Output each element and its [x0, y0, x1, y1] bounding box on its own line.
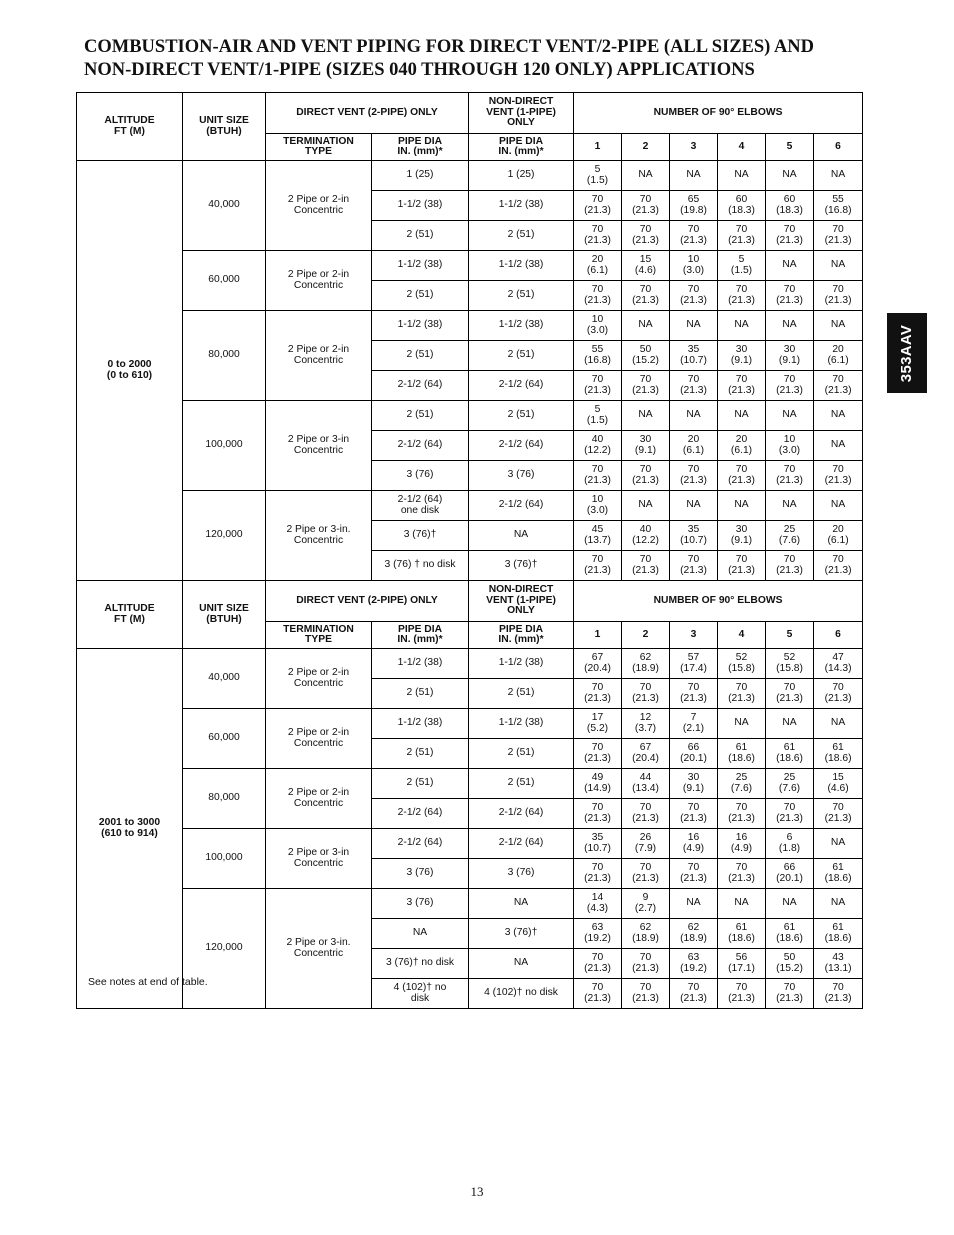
unit-size-cell: 40,000: [183, 161, 266, 251]
vent-length-cell: 20 (6.1): [574, 251, 622, 281]
vent-length-cell: 10 (3.0): [766, 431, 814, 461]
vent-length-cell: NA: [814, 311, 863, 341]
title-line-2: NON-DIRECT VENT/1-PIPE (SIZES 040 THROUGH 120 ONLY) APPLICATIONS: [84, 60, 755, 80]
vent-length-cell: 10 (3.0): [670, 251, 718, 281]
unit-size-cell: 120,000: [183, 889, 266, 1009]
vent-length-cell: 50 (15.2): [622, 341, 670, 371]
vent-length-cell: 70 (21.3): [814, 551, 863, 581]
table-row: [77, 311, 863, 341]
vent-length-cell: 70 (21.3): [670, 221, 718, 251]
vent-length-cell: 10 (3.0): [574, 311, 622, 341]
altitude-header: ALTITUDE FT (M): [77, 581, 183, 649]
vent-length-cell: 61 (18.6): [766, 739, 814, 769]
vent-length-cell: 70 (21.3): [622, 281, 670, 311]
side-tab-label: 353AAV: [898, 324, 916, 382]
vent-length-cell: 5 (1.5): [574, 161, 622, 191]
vent-length-cell: 70 (21.3): [814, 461, 863, 491]
vent-length-cell: 70 (21.3): [814, 979, 863, 1009]
vent-length-cell: 61 (18.6): [718, 919, 766, 949]
vent-length-cell: NA: [670, 311, 718, 341]
vent-length-cell: 70 (21.3): [670, 859, 718, 889]
pipe-dia-2pipe-cell: 3 (76)† no disk: [372, 949, 469, 979]
vent-length-cell: 70 (21.3): [718, 979, 766, 1009]
vent-length-cell: 70 (21.3): [574, 739, 622, 769]
pipe-dia-2pipe-cell: 1-1/2 (38): [372, 191, 469, 221]
termination-type-cell: 2 Pipe or 2-in Concentric: [266, 769, 372, 829]
vent-length-cell: 6 (1.8): [766, 829, 814, 859]
vent-length-cell: 61 (18.6): [814, 859, 863, 889]
vent-length-cell: 70 (21.3): [766, 281, 814, 311]
vent-length-cell: 35 (10.7): [670, 521, 718, 551]
vent-length-cell: 40 (12.2): [574, 431, 622, 461]
vent-length-cell: 26 (7.9): [622, 829, 670, 859]
pipe-dia-2pipe-cell: 4 (102)† no disk: [372, 979, 469, 1009]
vent-length-cell: NA: [718, 709, 766, 739]
elbow-count-5-header: 5: [766, 134, 814, 161]
vent-length-cell: 70 (21.3): [622, 979, 670, 1009]
vent-length-cell: 40 (12.2): [622, 521, 670, 551]
vent-length-cell: 70 (21.3): [718, 799, 766, 829]
vent-length-cell: 62 (18.9): [670, 919, 718, 949]
model-side-tab: [887, 313, 927, 393]
pipe-dia-1pipe-header: PIPE DIA IN. (mm)*: [469, 622, 574, 649]
vent-length-cell: NA: [622, 161, 670, 191]
elbow-count-4-header: 4: [718, 134, 766, 161]
vent-length-cell: NA: [718, 311, 766, 341]
termination-type-cell: 2 Pipe or 3-in. Concentric: [266, 889, 372, 1009]
vent-length-cell: 66 (20.1): [670, 739, 718, 769]
vent-length-cell: 15 (4.6): [814, 769, 863, 799]
pipe-dia-2pipe-cell: 3 (76): [372, 859, 469, 889]
vent-length-cell: NA: [766, 401, 814, 431]
vent-length-cell: 25 (7.6): [766, 769, 814, 799]
unit-size-cell: 100,000: [183, 401, 266, 491]
pipe-dia-1pipe-cell: 2-1/2 (64): [469, 491, 574, 521]
pipe-dia-header: PIPE DIA IN. (mm)*: [372, 134, 469, 161]
vent-length-cell: 70 (21.3): [574, 191, 622, 221]
table-row: [77, 829, 863, 859]
vent-length-cell: 61 (18.6): [814, 739, 863, 769]
elbow-count-1-header: 1: [574, 134, 622, 161]
vent-length-cell: NA: [766, 491, 814, 521]
pipe-dia-1pipe-cell: 2-1/2 (64): [469, 431, 574, 461]
vent-length-cell: 70 (21.3): [766, 799, 814, 829]
pipe-dia-2pipe-cell: 2-1/2 (64): [372, 431, 469, 461]
termination-type-cell: 2 Pipe or 2-in Concentric: [266, 709, 372, 769]
vent-length-cell: NA: [766, 161, 814, 191]
vent-length-cell: 62 (18.9): [622, 919, 670, 949]
pipe-dia-1pipe-cell: 1-1/2 (38): [469, 251, 574, 281]
unit-size-cell: 60,000: [183, 709, 266, 769]
table-row: [77, 649, 863, 679]
vent-length-cell: NA: [814, 431, 863, 461]
pipe-dia-1pipe-cell: 1-1/2 (38): [469, 191, 574, 221]
vent-length-cell: 70 (21.3): [718, 551, 766, 581]
vent-length-cell: 70 (21.3): [766, 371, 814, 401]
pipe-dia-1pipe-cell: 2 (51): [469, 341, 574, 371]
pipe-dia-2pipe-cell: 2 (51): [372, 679, 469, 709]
termination-type-header: TERMINATION TYPE: [266, 622, 372, 649]
vent-length-cell: 67 (20.4): [622, 739, 670, 769]
pipe-dia-2pipe-cell: 2 (51): [372, 739, 469, 769]
pipe-dia-2pipe-cell: 2 (51): [372, 281, 469, 311]
direct-vent-header: DIRECT VENT (2-PIPE) ONLY: [266, 93, 469, 134]
pipe-dia-2pipe-cell: 3 (76) † no disk: [372, 551, 469, 581]
title-line-1: COMBUSTION-AIR AND VENT PIPING FOR DIRECT VENT/2-PIPE (ALL SIZES) AND: [84, 37, 815, 57]
pipe-dia-1pipe-cell: 3 (76): [469, 859, 574, 889]
pipe-dia-2pipe-cell: 2 (51): [372, 221, 469, 251]
table-row: [77, 769, 863, 799]
pipe-dia-2pipe-cell: 3 (76): [372, 461, 469, 491]
vent-length-cell: 70 (21.3): [814, 679, 863, 709]
vent-piping-table: [76, 92, 863, 1009]
pipe-dia-1pipe-cell: 1 (25): [469, 161, 574, 191]
vent-length-cell: 70 (21.3): [670, 799, 718, 829]
vent-length-cell: 56 (17.1): [718, 949, 766, 979]
pipe-dia-1pipe-cell: 2 (51): [469, 281, 574, 311]
pipe-dia-1pipe-cell: 1-1/2 (38): [469, 311, 574, 341]
unit-size-cell: 100,000: [183, 829, 266, 889]
vent-length-cell: 14 (4.3): [574, 889, 622, 919]
vent-length-cell: 55 (16.8): [574, 341, 622, 371]
vent-length-cell: 67 (20.4): [574, 649, 622, 679]
vent-length-cell: 61 (18.6): [718, 739, 766, 769]
elbow-count-6-header: 6: [814, 622, 863, 649]
vent-length-cell: 70 (21.3): [766, 979, 814, 1009]
pipe-dia-2pipe-cell: 1-1/2 (38): [372, 311, 469, 341]
vent-length-cell: 70 (21.3): [718, 679, 766, 709]
pipe-dia-1pipe-cell: NA: [469, 949, 574, 979]
vent-length-cell: 63 (19.2): [574, 919, 622, 949]
termination-type-cell: 2 Pipe or 2-in Concentric: [266, 161, 372, 251]
vent-length-cell: 5 (1.5): [718, 251, 766, 281]
vent-length-cell: 9 (2.7): [622, 889, 670, 919]
pipe-dia-1pipe-cell: 2-1/2 (64): [469, 799, 574, 829]
vent-length-cell: NA: [766, 311, 814, 341]
pipe-dia-1pipe-cell: 3 (76)†: [469, 919, 574, 949]
vent-length-cell: 70 (21.3): [814, 281, 863, 311]
vent-length-cell: 62 (18.9): [622, 649, 670, 679]
vent-length-cell: 70 (21.3): [670, 371, 718, 401]
vent-length-cell: NA: [718, 889, 766, 919]
vent-length-cell: 70 (21.3): [574, 799, 622, 829]
vent-length-cell: 70 (21.3): [622, 799, 670, 829]
table-row: [77, 401, 863, 431]
pipe-dia-1pipe-cell: 4 (102)† no disk: [469, 979, 574, 1009]
vent-length-cell: 70 (21.3): [622, 371, 670, 401]
termination-type-cell: 2 Pipe or 2-in Concentric: [266, 311, 372, 401]
vent-length-cell: 20 (6.1): [670, 431, 718, 461]
vent-length-cell: 30 (9.1): [622, 431, 670, 461]
termination-type-cell: 2 Pipe or 2-in Concentric: [266, 251, 372, 311]
pipe-dia-2pipe-cell: 2 (51): [372, 769, 469, 799]
vent-length-cell: 70 (21.3): [670, 979, 718, 1009]
vent-length-cell: 70 (21.3): [766, 221, 814, 251]
pipe-dia-2pipe-cell: 2-1/2 (64) one disk: [372, 491, 469, 521]
vent-length-cell: 70 (21.3): [574, 281, 622, 311]
vent-length-cell: NA: [670, 889, 718, 919]
termination-type-cell: 2 Pipe or 3-in Concentric: [266, 829, 372, 889]
pipe-dia-2pipe-cell: 3 (76): [372, 889, 469, 919]
vent-length-cell: 70 (21.3): [622, 859, 670, 889]
table-row: [77, 161, 863, 191]
altitude-range-cell: 2001 to 3000 (610 to 914): [77, 649, 183, 1009]
pipe-dia-2pipe-cell: 3 (76)†: [372, 521, 469, 551]
vent-length-cell: 25 (7.6): [718, 769, 766, 799]
vent-length-cell: 52 (15.8): [766, 649, 814, 679]
vent-length-cell: 70 (21.3): [622, 461, 670, 491]
vent-length-cell: 30 (9.1): [718, 521, 766, 551]
pipe-dia-2pipe-cell: NA: [372, 919, 469, 949]
unit-size-cell: 120,000: [183, 491, 266, 581]
pipe-dia-1pipe-cell: 2 (51): [469, 401, 574, 431]
page-title: [84, 36, 884, 82]
pipe-dia-2pipe-cell: 2 (51): [372, 401, 469, 431]
vent-length-cell: 43 (13.1): [814, 949, 863, 979]
vent-length-cell: 70 (21.3): [574, 551, 622, 581]
pipe-dia-1pipe-cell: 2-1/2 (64): [469, 371, 574, 401]
vent-length-cell: 65 (19.8): [670, 191, 718, 221]
vent-length-cell: 61 (18.6): [814, 919, 863, 949]
pipe-dia-1pipe-cell: 3 (76)†: [469, 551, 574, 581]
vent-length-cell: 70 (21.3): [622, 949, 670, 979]
pipe-dia-1pipe-cell: 2 (51): [469, 221, 574, 251]
pipe-dia-1pipe-cell: NA: [469, 521, 574, 551]
pipe-dia-1pipe-cell: 1-1/2 (38): [469, 649, 574, 679]
vent-length-cell: 35 (10.7): [670, 341, 718, 371]
unit-size-cell: 80,000: [183, 769, 266, 829]
unit-size-header: UNIT SIZE (BTUH): [183, 93, 266, 161]
vent-length-cell: 5 (1.5): [574, 401, 622, 431]
termination-type-header: TERMINATION TYPE: [266, 134, 372, 161]
vent-length-cell: NA: [814, 161, 863, 191]
vent-length-cell: 70 (21.3): [718, 371, 766, 401]
vent-length-cell: NA: [718, 401, 766, 431]
vent-length-cell: 52 (15.8): [718, 649, 766, 679]
elbow-count-4-header: 4: [718, 622, 766, 649]
vent-length-cell: 30 (9.1): [766, 341, 814, 371]
pipe-dia-2pipe-cell: 1-1/2 (38): [372, 709, 469, 739]
vent-length-cell: 70 (21.3): [814, 371, 863, 401]
vent-length-cell: NA: [622, 491, 670, 521]
termination-type-cell: 2 Pipe or 3-in Concentric: [266, 401, 372, 491]
pipe-dia-header: PIPE DIA IN. (mm)*: [372, 622, 469, 649]
vent-length-cell: 16 (4.9): [670, 829, 718, 859]
vent-length-cell: 70 (21.3): [718, 221, 766, 251]
pipe-dia-1pipe-cell: 3 (76): [469, 461, 574, 491]
elbow-count-3-header: 3: [670, 622, 718, 649]
elbows-header: NUMBER OF 90° ELBOWS: [574, 581, 863, 622]
vent-length-cell: 20 (6.1): [814, 521, 863, 551]
pipe-dia-1pipe-cell: 2-1/2 (64): [469, 829, 574, 859]
vent-length-cell: 49 (14.9): [574, 769, 622, 799]
pipe-dia-2pipe-cell: 1-1/2 (38): [372, 649, 469, 679]
pipe-dia-2pipe-cell: 1 (25): [372, 161, 469, 191]
vent-length-cell: NA: [766, 709, 814, 739]
vent-length-cell: 60 (18.3): [718, 191, 766, 221]
vent-length-cell: NA: [718, 161, 766, 191]
header-row: [77, 93, 863, 134]
vent-length-cell: 70 (21.3): [766, 551, 814, 581]
vent-length-cell: NA: [670, 491, 718, 521]
pipe-dia-1pipe-cell: 2 (51): [469, 679, 574, 709]
pipe-dia-1pipe-header: PIPE DIA IN. (mm)*: [469, 134, 574, 161]
vent-length-cell: 20 (6.1): [718, 431, 766, 461]
vent-length-cell: 70 (21.3): [574, 949, 622, 979]
vent-length-cell: 66 (20.1): [766, 859, 814, 889]
vent-length-cell: 70 (21.3): [574, 859, 622, 889]
non-direct-vent-header: NON-DIRECT VENT (1-PIPE) ONLY: [469, 581, 574, 622]
elbows-header: NUMBER OF 90° ELBOWS: [574, 93, 863, 134]
vent-length-cell: 70 (21.3): [622, 679, 670, 709]
vent-length-cell: NA: [814, 251, 863, 281]
vent-length-cell: NA: [670, 161, 718, 191]
elbow-count-2-header: 2: [622, 622, 670, 649]
table-row: [77, 889, 863, 919]
pipe-dia-1pipe-cell: 1-1/2 (38): [469, 709, 574, 739]
unit-size-cell: 40,000: [183, 649, 266, 709]
vent-length-cell: 16 (4.9): [718, 829, 766, 859]
pipe-dia-1pipe-cell: 2 (51): [469, 769, 574, 799]
vent-length-cell: 50 (15.2): [766, 949, 814, 979]
vent-length-cell: 70 (21.3): [622, 551, 670, 581]
vent-length-cell: 70 (21.3): [574, 679, 622, 709]
elbow-count-5-header: 5: [766, 622, 814, 649]
vent-length-cell: 70 (21.3): [670, 281, 718, 311]
table-footnote: See notes at end of table.: [88, 976, 208, 988]
vent-length-cell: 17 (5.2): [574, 709, 622, 739]
vent-length-cell: NA: [766, 889, 814, 919]
unit-size-cell: 80,000: [183, 311, 266, 401]
non-direct-vent-header: NON-DIRECT VENT (1-PIPE) ONLY: [469, 93, 574, 134]
table-row: [77, 491, 863, 521]
vent-length-cell: 70 (21.3): [670, 461, 718, 491]
vent-length-cell: 25 (7.6): [766, 521, 814, 551]
vent-length-cell: 57 (17.4): [670, 649, 718, 679]
pipe-dia-2pipe-cell: 1-1/2 (38): [372, 251, 469, 281]
vent-length-cell: 70 (21.3): [622, 191, 670, 221]
vent-length-cell: 70 (21.3): [718, 461, 766, 491]
vent-length-cell: 47 (14.3): [814, 649, 863, 679]
unit-size-cell: 60,000: [183, 251, 266, 311]
direct-vent-header: DIRECT VENT (2-PIPE) ONLY: [266, 581, 469, 622]
vent-length-cell: 15 (4.6): [622, 251, 670, 281]
termination-type-cell: 2 Pipe or 2-in Concentric: [266, 649, 372, 709]
vent-length-cell: NA: [814, 829, 863, 859]
pipe-dia-2pipe-cell: 2-1/2 (64): [372, 371, 469, 401]
unit-size-header: UNIT SIZE (BTUH): [183, 581, 266, 649]
vent-length-cell: 70 (21.3): [766, 679, 814, 709]
vent-length-cell: 61 (18.6): [766, 919, 814, 949]
elbow-count-3-header: 3: [670, 134, 718, 161]
vent-length-cell: 30 (9.1): [670, 769, 718, 799]
vent-length-cell: NA: [766, 251, 814, 281]
vent-length-cell: 12 (3.7): [622, 709, 670, 739]
vent-length-cell: 7 (2.1): [670, 709, 718, 739]
vent-length-cell: 20 (6.1): [814, 341, 863, 371]
vent-length-cell: 30 (9.1): [718, 341, 766, 371]
elbow-count-1-header: 1: [574, 622, 622, 649]
table-row: [77, 709, 863, 739]
vent-length-cell: NA: [814, 709, 863, 739]
vent-length-cell: 70 (21.3): [622, 221, 670, 251]
page-number: 13: [470, 1184, 484, 1199]
vent-length-cell: 35 (10.7): [574, 829, 622, 859]
header-row: [77, 581, 863, 622]
vent-length-cell: 70 (21.3): [718, 281, 766, 311]
vent-length-cell: 70 (21.3): [574, 221, 622, 251]
pipe-dia-1pipe-cell: NA: [469, 889, 574, 919]
pipe-dia-2pipe-cell: 2 (51): [372, 341, 469, 371]
vent-length-cell: 70 (21.3): [718, 859, 766, 889]
pipe-dia-2pipe-cell: 2-1/2 (64): [372, 799, 469, 829]
vent-length-cell: 45 (13.7): [574, 521, 622, 551]
vent-length-cell: 70 (21.3): [670, 551, 718, 581]
vent-length-cell: 70 (21.3): [766, 461, 814, 491]
termination-type-cell: 2 Pipe or 3-in. Concentric: [266, 491, 372, 581]
vent-length-cell: 63 (19.2): [670, 949, 718, 979]
vent-length-cell: NA: [622, 401, 670, 431]
vent-length-cell: NA: [622, 311, 670, 341]
vent-length-cell: 70 (21.3): [814, 221, 863, 251]
vent-length-cell: NA: [814, 889, 863, 919]
vent-length-cell: 70 (21.3): [574, 461, 622, 491]
vent-length-cell: 70 (21.3): [574, 979, 622, 1009]
vent-length-cell: NA: [718, 491, 766, 521]
vent-length-cell: 10 (3.0): [574, 491, 622, 521]
vent-length-cell: 44 (13.4): [622, 769, 670, 799]
table-row: [77, 251, 863, 281]
elbow-count-6-header: 6: [814, 134, 863, 161]
vent-length-cell: NA: [814, 401, 863, 431]
vent-length-cell: 70 (21.3): [670, 679, 718, 709]
elbow-count-2-header: 2: [622, 134, 670, 161]
pipe-dia-2pipe-cell: 2-1/2 (64): [372, 829, 469, 859]
vent-length-cell: NA: [814, 491, 863, 521]
vent-length-cell: 70 (21.3): [574, 371, 622, 401]
vent-length-cell: 70 (21.3): [814, 799, 863, 829]
altitude-header: ALTITUDE FT (M): [77, 93, 183, 161]
pipe-dia-1pipe-cell: 2 (51): [469, 739, 574, 769]
vent-length-cell: 55 (16.8): [814, 191, 863, 221]
vent-length-cell: NA: [670, 401, 718, 431]
altitude-range-cell: 0 to 2000 (0 to 610): [77, 161, 183, 581]
vent-length-cell: 60 (18.3): [766, 191, 814, 221]
